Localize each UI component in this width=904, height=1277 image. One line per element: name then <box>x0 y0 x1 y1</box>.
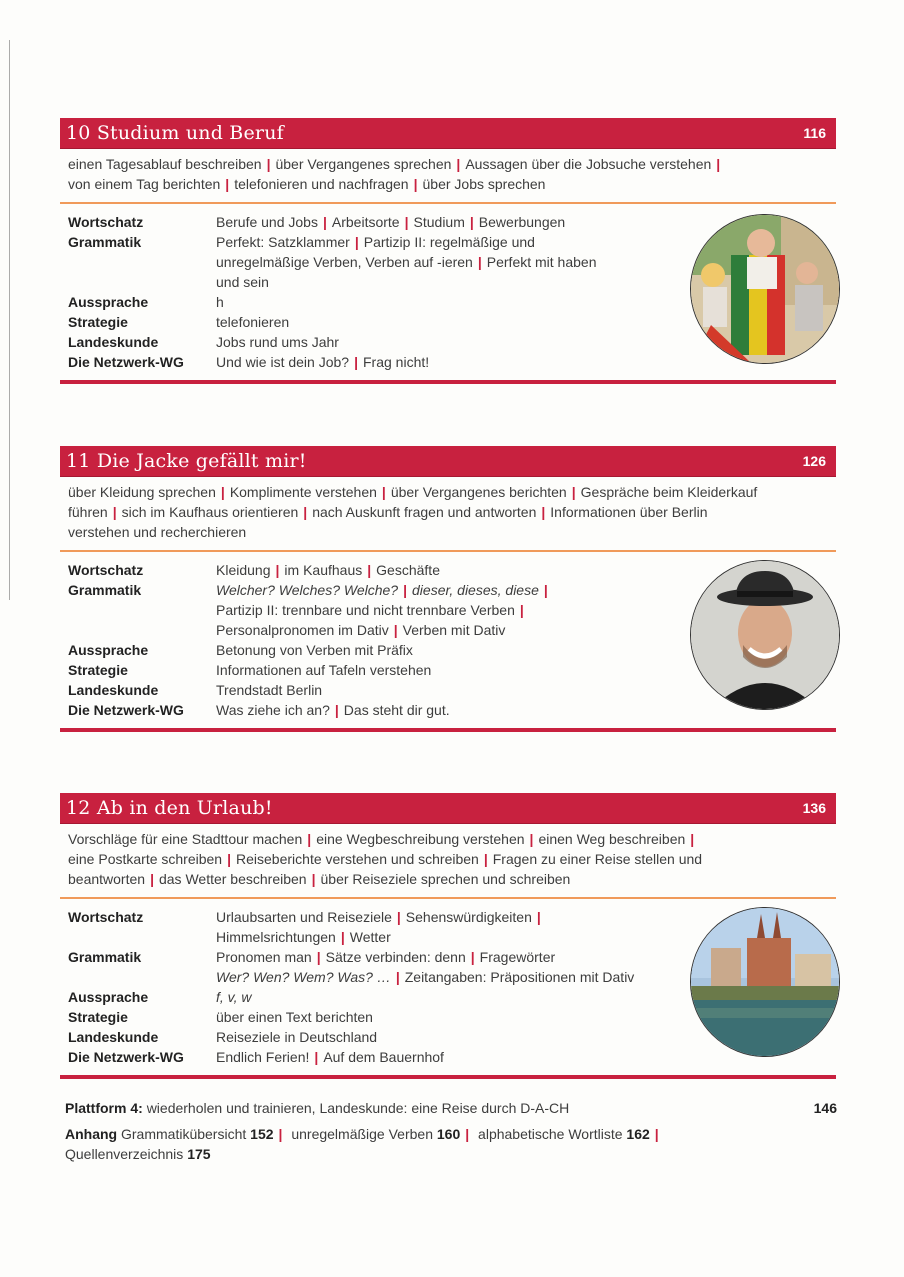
row-label-strategie: Strategie <box>68 661 128 678</box>
row-value: Informationen auf Tafeln verstehen <box>216 661 432 678</box>
unit-details: Wortschatz Berufe und Jobs | Arbeitsorte | Studium | Bewerbungen Grammatik Perfekt: Satzklammer | Partizip II: regelmäßige und unregelmäßige Verben, Verben auf -ieren | Perfekt mit haben und sein Aussprache h Strategie telefonieren Landeskunde Jobs rund ums Jahr Die Netzwerk-WG Und wie ist dein Job? | Frag nicht! <box>60 204 836 372</box>
row-label-netzwerk-wg: Die Netzwerk-WG <box>68 353 184 370</box>
row-value: telefonieren <box>216 313 290 330</box>
goal-item: telefonieren und nachfragen <box>234 176 409 192</box>
unit-page-number: 136 <box>802 800 826 816</box>
unit-title: 10 Studium und Beruf <box>66 122 284 144</box>
goal-item: über Vergangenes sprechen <box>275 156 452 172</box>
plattform-label: Plattform 4: <box>65 1100 143 1116</box>
unit-bottom-rule <box>60 1075 836 1079</box>
unit-page-number: 126 <box>802 453 826 469</box>
row-label-wortschatz: Wortschatz <box>68 561 144 578</box>
unit-header <box>60 118 836 148</box>
row-label-strategie: Strategie <box>68 1008 128 1025</box>
unit-goals: einen Tagesablauf beschreiben | über Vergangenes sprechen | Aussagen über die Jobsuche verstehen | von einem Tag berichten | telefonieren und nachfragen | über Jobs sprechen <box>68 156 721 192</box>
row-label-wortschatz: Wortschatz <box>68 908 144 925</box>
unit-bottom-rule <box>60 728 836 732</box>
anhang-item: alphabetische Wortliste 162 <box>478 1126 650 1142</box>
unit-details: Wortschatz Urlaubsarten und Reiseziele | Sehenswürdigkeiten | Himmelsrichtungen | Wetter Grammatik Pronomen man | Sätze verbinden: denn | Fragewörter Wer? Wen? Wem? Was? … | Zeitangaben: Präpositionen mit Dativ Aussprache f, v, w Strategie über einen Text berichten Landeskunde Reiseziele in Deutschland Die Netzwerk-WG Endlich Ferien! | Auf dem Bauernhof <box>60 899 836 1067</box>
anhang-item: Quellenverzeichnis 175 <box>65 1146 211 1162</box>
goal-item: über Jobs sprechen <box>422 176 546 192</box>
row-value: Betonung von Verben mit Präfix <box>216 641 413 658</box>
unit-bottom-rule <box>60 380 836 384</box>
children-playground-photo <box>690 214 840 364</box>
row-value: Reiseziele in Deutschland <box>216 1028 378 1045</box>
unit-title: 12 Ab in den Urlaub! <box>66 797 273 819</box>
unit-goals: Vorschläge für eine Stadttour machen | eine Wegbeschreibung verstehen | einen Weg beschreiben | eine Postkarte schreiben | Reiseberichte verstehen und schreiben | Fragen zu einer Reise stellen und beantworten | das Wetter beschreiben | über Reiseziele sprechen und schreiben <box>68 831 703 887</box>
goal-item: einen Tagesablauf beschreiben <box>68 156 262 172</box>
row-label-netzwerk-wg: Die Netzwerk-WG <box>68 701 184 718</box>
row-label-grammatik: Grammatik <box>68 233 142 250</box>
scan-edge-line <box>9 40 10 600</box>
unit-header <box>60 446 836 476</box>
unit-10 <box>60 118 836 372</box>
footer: Plattform 4: wiederholen und trainieren, Landeskunde: eine Reise durch D-A-CH 146 Anhang Grammatikübersicht 152 | unregelmäßige Verben 160 | alphabetische Wortliste 162 | Quellenverzeichnis 175 <box>65 1100 837 1162</box>
anhang-item: unregelmäßige Verben 160 <box>291 1126 461 1142</box>
row-label-landeskunde: Landeskunde <box>68 333 159 350</box>
row-value: f, v, w <box>216 988 252 1005</box>
row-value: über einen Text berichten <box>216 1008 373 1025</box>
row-label-aussprache: Aussprache <box>68 293 149 310</box>
row-label-landeskunde: Landeskunde <box>68 1028 159 1045</box>
row-label-aussprache: Aussprache <box>68 641 149 658</box>
plattform-text: wiederholen und trainieren, Landeskunde: eine Reise durch D-A-CH <box>146 1100 570 1116</box>
anhang-item: Grammatikübersicht 152 <box>121 1126 274 1142</box>
row-value: Jobs rund ums Jahr <box>216 333 339 350</box>
unit-page-number: 116 <box>803 125 826 141</box>
row-label-strategie: Strategie <box>68 313 128 330</box>
unit-details: Wortschatz Kleidung | im Kaufhaus | Geschäfte Grammatik Welcher? Welches? Welche? | dieser, dieses, diese | Partizip II: trennbare und nicht trennbare Verben | Personalpronomen im Dativ | Verben mit Dativ Aussprache Betonung von Verben mit Präfix Strategie Informationen auf Tafeln verstehen Landeskunde Trendstadt Berlin Die Netzwerk-WG Was ziehe ich an? | Das steht dir gut. <box>60 552 836 720</box>
row-label-wortschatz: Wortschatz <box>68 213 144 230</box>
row-label-grammatik: Grammatik <box>68 581 142 598</box>
goal-item: von einem Tag berichten <box>68 176 221 192</box>
row-label-landeskunde: Landeskunde <box>68 681 159 698</box>
anhang-label: Anhang <box>65 1126 118 1142</box>
row-label-aussprache: Aussprache <box>68 988 149 1005</box>
unit-header <box>60 793 836 823</box>
row-label-grammatik: Grammatik <box>68 948 142 965</box>
unit-goals: über Kleidung sprechen | Komplimente verstehen | über Vergangenes berichten | Gespräche beim Kleiderkauf führen | sich im Kaufhaus orientieren | nach Auskunft fragen und antworten | Informationen über Berlin verstehen und recherchieren <box>68 484 758 540</box>
unit-12 <box>60 793 836 1067</box>
city-river-photo <box>690 907 840 1057</box>
row-value: Trendstadt Berlin <box>216 681 323 698</box>
unit-title: 11 Die Jacke gefällt mir! <box>66 450 307 472</box>
man-with-hat-photo <box>690 560 840 710</box>
goal-item: Aussagen über die Jobsuche verstehen <box>465 156 712 172</box>
row-label-netzwerk-wg: Die Netzwerk-WG <box>68 1048 184 1065</box>
plattform-page-number: 146 <box>813 1100 837 1116</box>
row-value: h <box>216 293 224 310</box>
unit-11 <box>60 446 836 720</box>
